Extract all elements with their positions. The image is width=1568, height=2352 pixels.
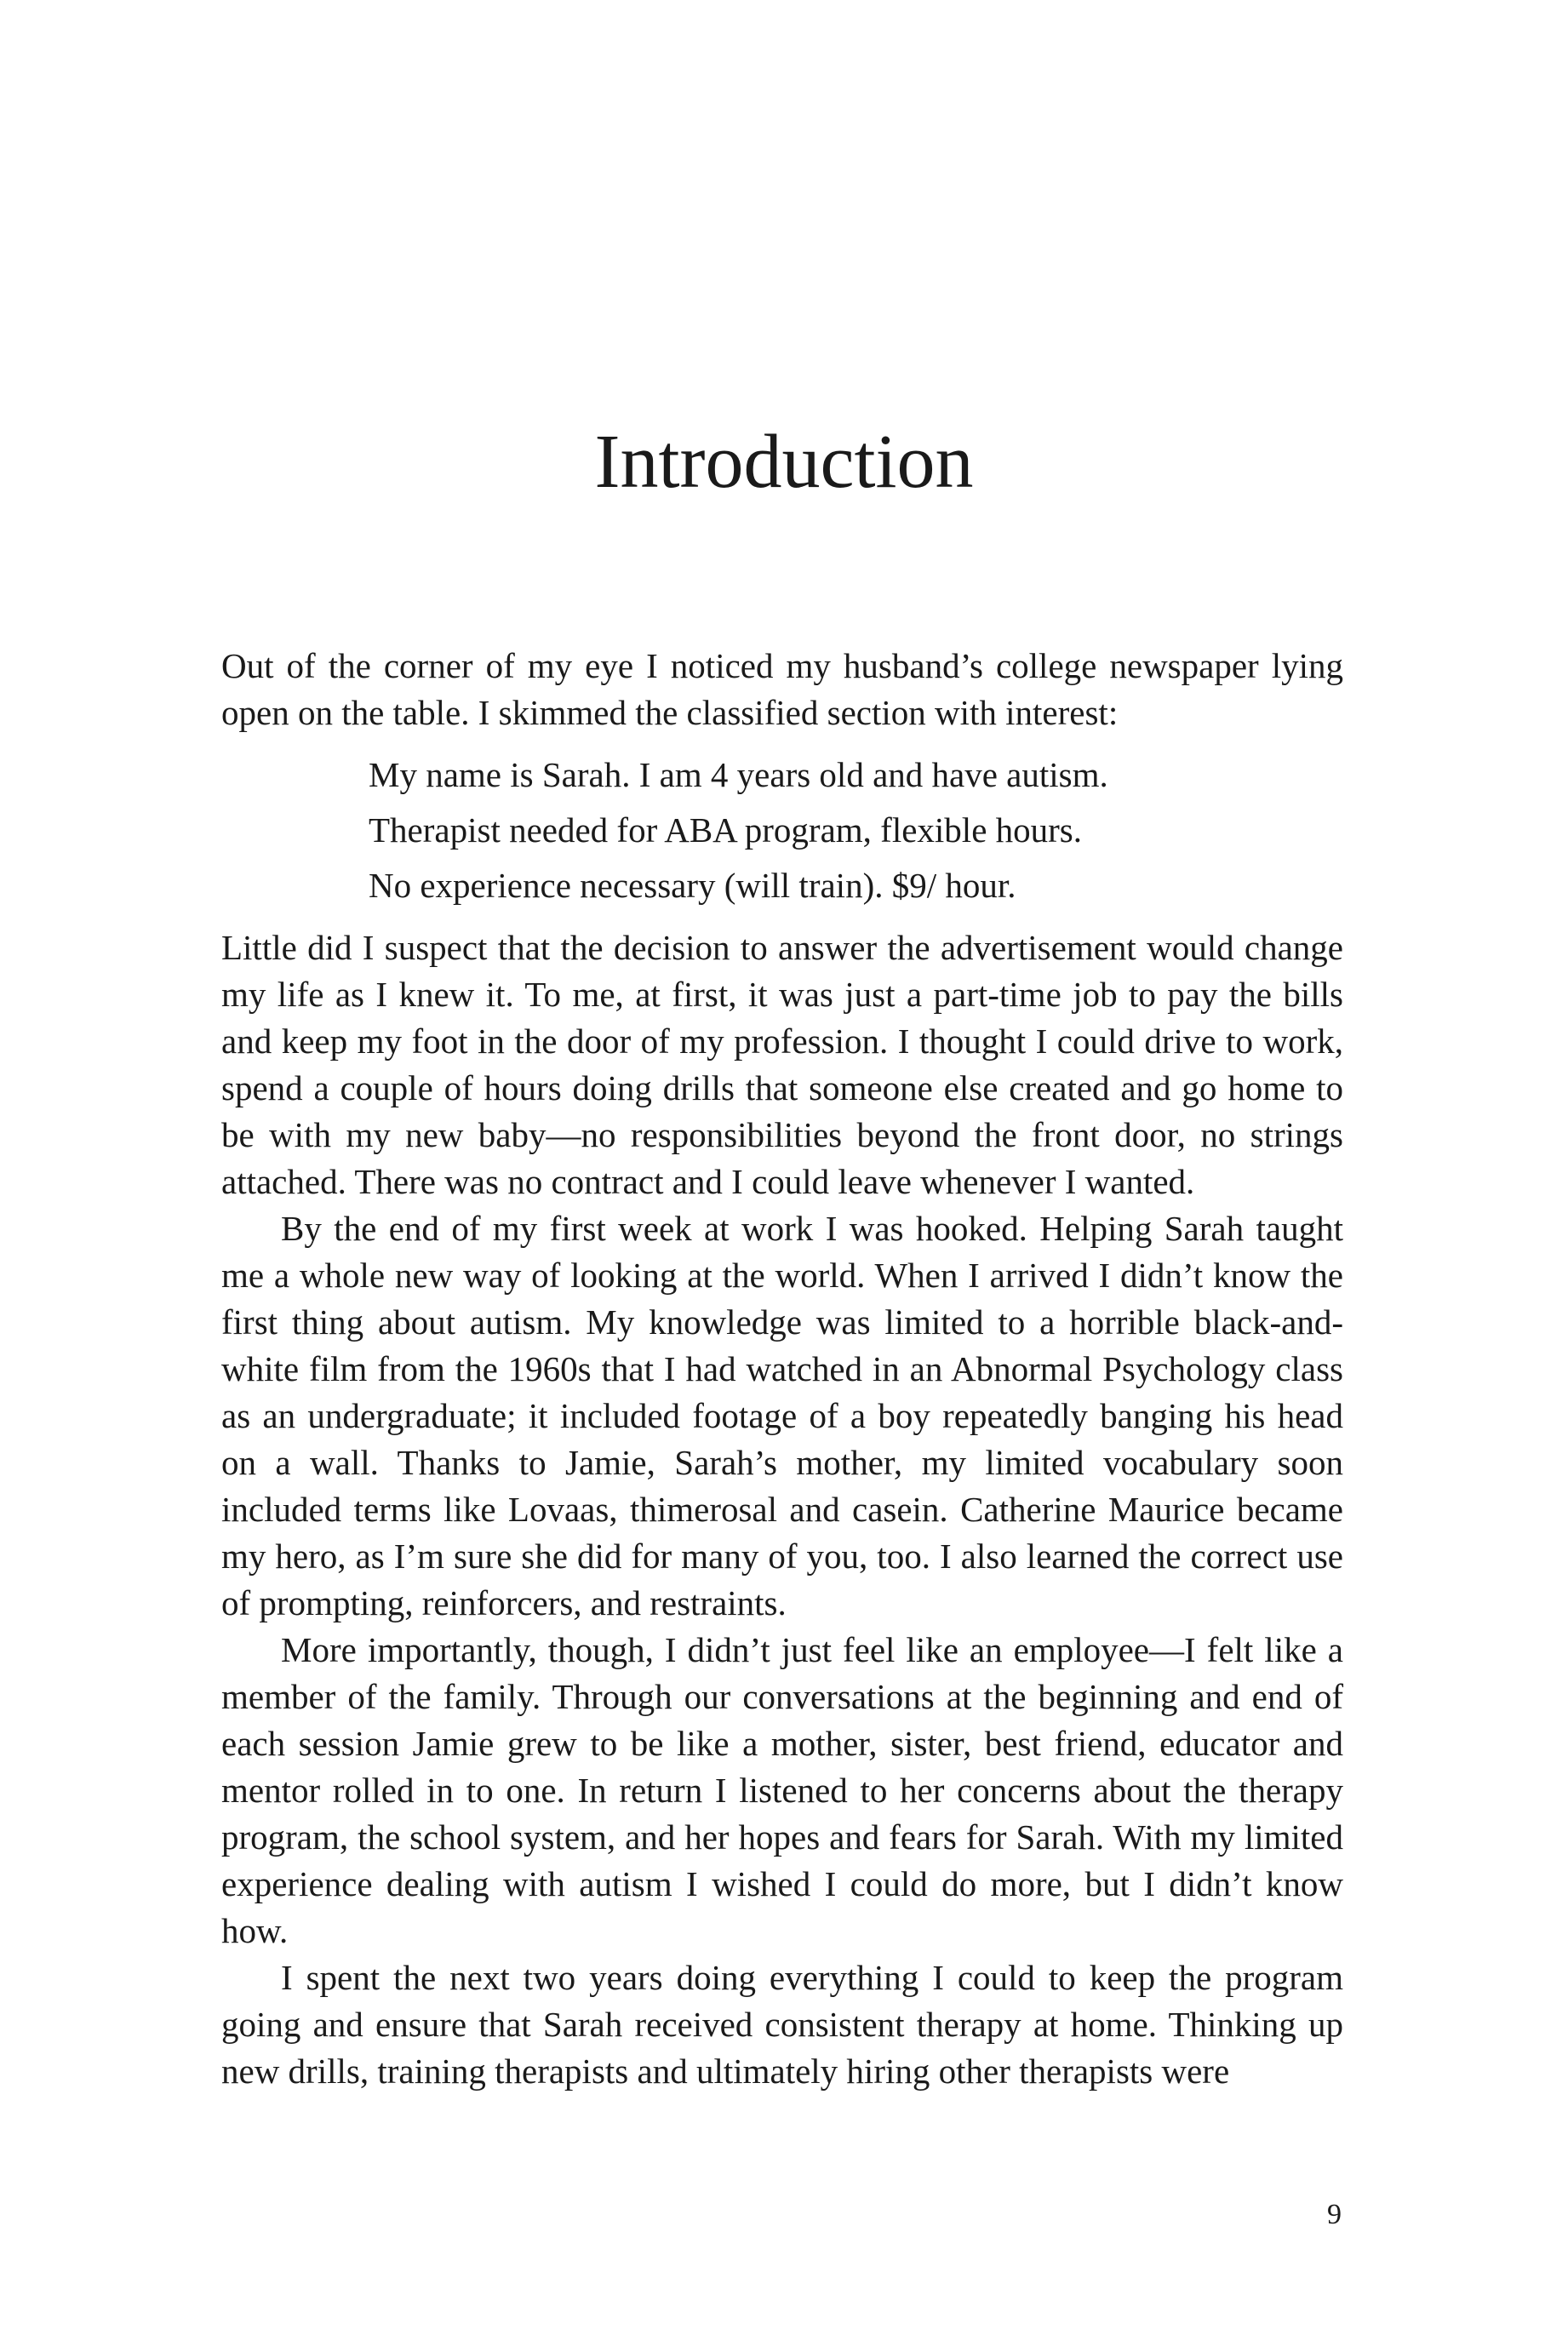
ad-line: Therapist needed for ABA program, flexible hours. (369, 810, 1082, 850)
ad-line: No experience necessary (will train). $9/ hour. (369, 866, 1016, 905)
page-number: 9 (1327, 2199, 1342, 2230)
classified-advertisement (369, 752, 1343, 909)
body-text (221, 643, 1343, 2095)
ad-line: My name is Sarah. I am 4 years old and have autism. (369, 755, 1108, 794)
body-paragraph: I spent the next two years doing everything I could to keep the program going and ensure that Sarah received consistent therapy at home. Thinking up new drills, training therapists and ultimately hiring other therapists were (221, 1958, 1343, 2091)
body-paragraph: By the end of my first week at work I was hooked. Helping Sarah taught me a whole new way of looking at the world. When I arrived I didn’t know the first thing about autism. My knowledge was limited to a horrible black-and-white film from the 1960s that I had watched in an Abnormal Psychology class as an undergraduate; it included footage of a boy repeatedly banging his head on a wall. Thanks to Jamie, Sarah’s mother, my limited vocabulary soon included terms like Lovaas, thimerosal and casein. Catherine Maurice became my hero, as I’m sure she did for many of you, too. I also learned the correct use of prompting, reinforcers, and restraints. (221, 1209, 1343, 1622)
chapter-title: Introduction (594, 420, 974, 504)
body-paragraph: More importantly, though, I didn’t just feel like an employee—I felt like a member of the family. Through our conversations at the beginning and end of each session Jamie grew to be like a mother, sister, best friend, educator and mentor rolled in to one. In return I listened to her concerns about the therapy program, the school system, and her hopes and fears for Sarah. With my limited experience dealing with autism I wished I could do more, but I didn’t know how. (221, 1630, 1343, 1950)
body-paragraph: Little did I suspect that the decision to answer the advertisement would change my life as I knew it. To me, at first, it was just a part-time job to pay the bills and keep my foot in the door of my profession. I thought I could drive to work, spend a couple of hours doing drills that someone else created and go home to be with my new baby—no responsibilities beyond the front door, no strings attached. There was no contract and I could leave whenever I wanted. (221, 928, 1343, 1201)
intro-paragraph: Out of the corner of my eye I noticed my husband’s college newspaper lying open on the table. I skimmed the classified section with interest: (221, 646, 1343, 732)
